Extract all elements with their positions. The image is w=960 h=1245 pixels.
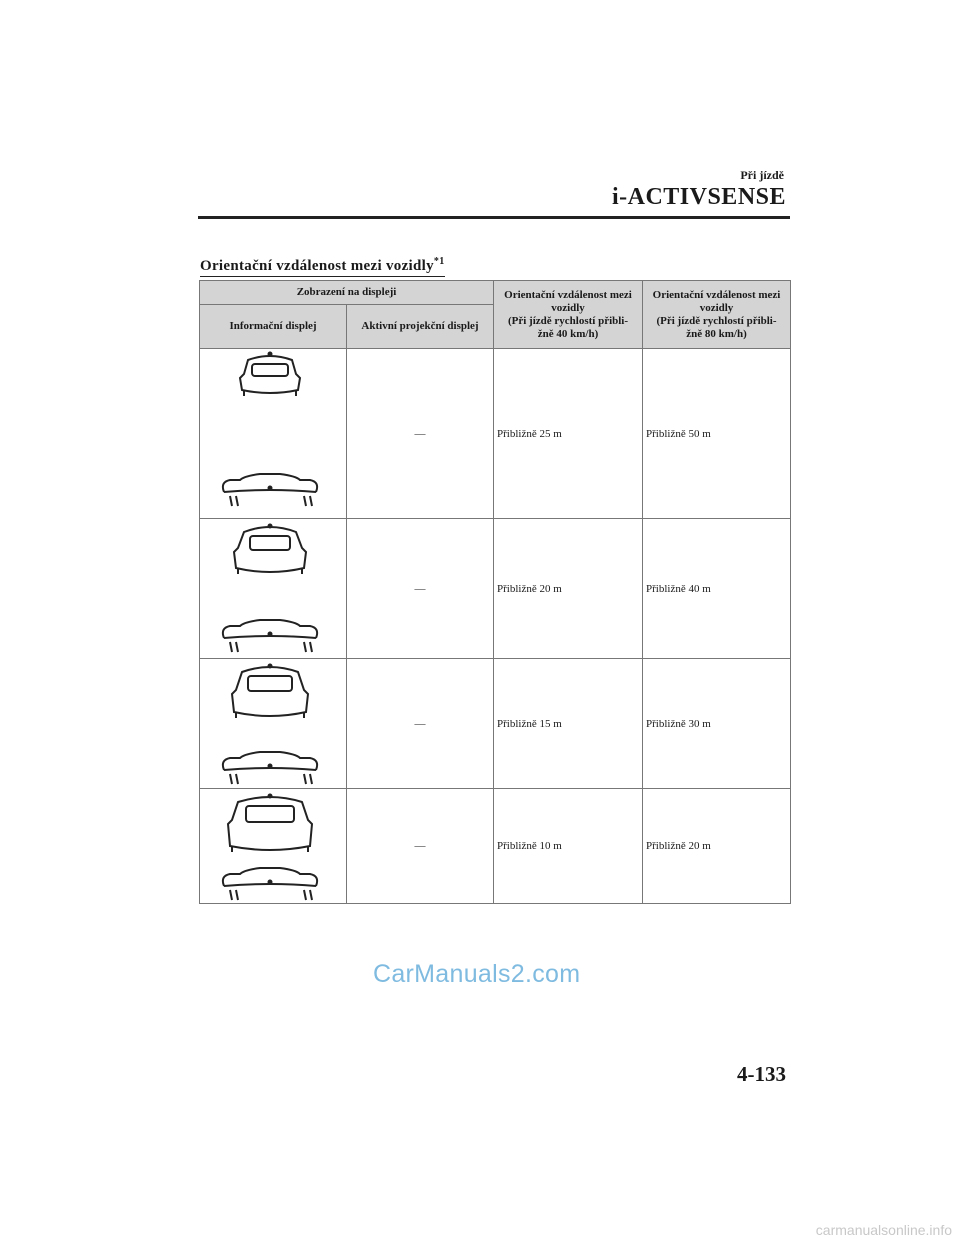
- table-row: [200, 789, 791, 904]
- header-dist-80-line3: (Při jízdě rychlostí přibli-: [656, 314, 777, 327]
- distance-table: [199, 280, 791, 904]
- header-active-display: Aktivní projekční displej: [347, 305, 494, 349]
- active-display-value: —: [347, 349, 494, 519]
- section-title: [200, 256, 445, 277]
- table-row: [200, 349, 791, 519]
- distance-80-value: Přibližně 20 m: [643, 789, 791, 904]
- header-dist-40-line4: žně 40 km/h): [537, 327, 599, 340]
- page-number: 4-133: [737, 1062, 786, 1086]
- header-dist-80: [643, 281, 791, 349]
- header-dist-80-line2: vozidly: [699, 301, 734, 314]
- info-display-illustration: [200, 659, 347, 789]
- distance-80-value: Přibližně 30 m: [643, 659, 791, 789]
- distance-40-value: Přibližně 25 m: [494, 349, 643, 519]
- header-dist-80-line1: Orientační vzdálenost mezi: [652, 288, 781, 301]
- header-dist-40-line1: Orientační vzdálenost mezi: [504, 288, 632, 301]
- distance-80-value: Přibližně 50 m: [643, 349, 791, 519]
- header-rule: [198, 216, 790, 219]
- active-display-value: —: [347, 659, 494, 789]
- distance-40-value: Přibližně 20 m: [494, 519, 643, 659]
- header-dist-80-line4: žně 80 km/h): [686, 327, 747, 340]
- info-display-illustration: [200, 349, 347, 519]
- table-row: [200, 659, 791, 789]
- active-display-value: —: [347, 789, 494, 904]
- footer-site: carmanualsonline.info: [815, 1222, 952, 1238]
- section-header: i-ACTIVSENSE: [611, 184, 786, 210]
- vehicle-distance-icon: [200, 660, 346, 788]
- header-dist-40-line3: (Při jízdě rychlostí přibli-: [507, 314, 629, 327]
- info-display-illustration: [200, 789, 347, 904]
- table-row: [200, 519, 791, 659]
- info-display-illustration: [200, 519, 347, 659]
- distance-80-value: Přibližně 40 m: [643, 519, 791, 659]
- vehicle-distance-icon: [200, 350, 346, 518]
- header-dist-40-line2: vozidly: [551, 301, 585, 314]
- active-display-value: —: [347, 519, 494, 659]
- chapter-title: Při jízdě: [740, 168, 784, 182]
- vehicle-distance-icon: [200, 520, 346, 658]
- watermark: CarManuals2.com: [373, 960, 581, 988]
- distance-40-value: Přibližně 10 m: [494, 789, 643, 904]
- header-info-display: Informační displej: [200, 305, 347, 349]
- header-dist-40: [494, 281, 643, 349]
- footnote-marker: *1: [433, 256, 445, 267]
- vehicle-distance-icon: [200, 790, 346, 903]
- distance-40-value: Přibližně 15 m: [494, 659, 643, 789]
- section-title-text: Orientační vzdálenost mezi vozidly: [200, 258, 434, 274]
- header-display-group: Zobrazení na displeji: [200, 281, 494, 305]
